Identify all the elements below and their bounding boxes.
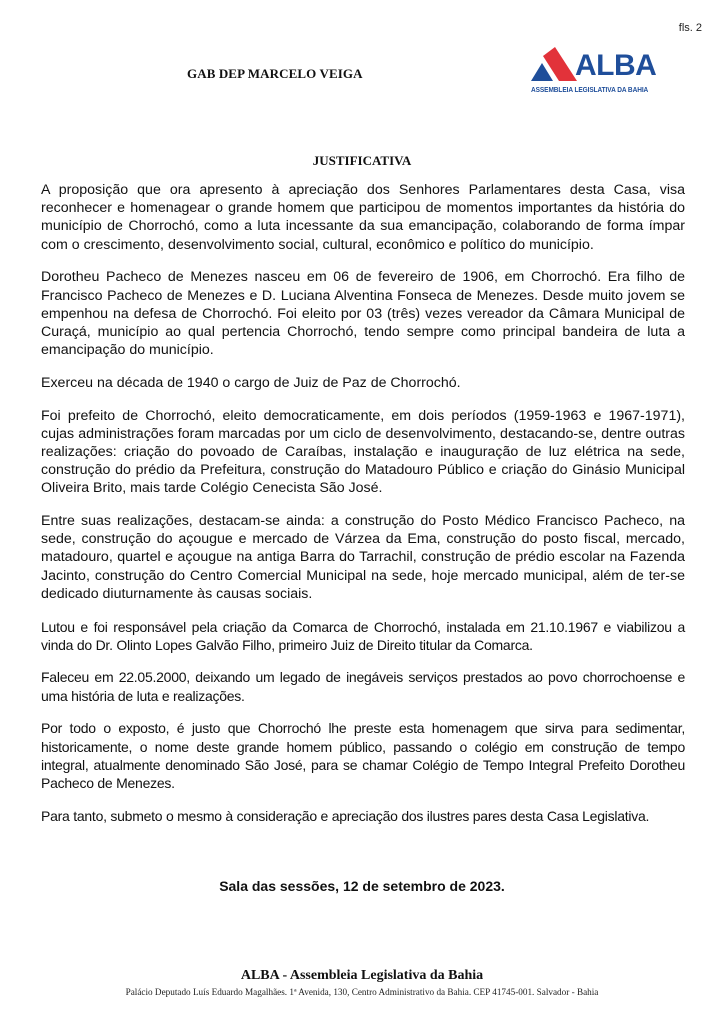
paragraph: Exerceu na década de 1940 o cargo de Juiz de Paz de Chorrochó. [41, 374, 461, 391]
alba-triangles-icon [531, 45, 577, 83]
paragraph: Dorotheu Pacheco de Menezes nasceu em 06 de fevereiro de 1906, em Chorrochó. Era filho de Francisco Pacheco de Menezes e D. Luciana Alventina Fonseca de Menezes. Desde muito jovem se empenhou na defesa de Chorrochó. Foi eleito por 03 (três) vezes vereador da Câmara Municipal de Curaçá, município ao qual pertencia Chorrochó, tendo sempre como principal bandeira de luta a emancipação do município. [41, 269, 685, 359]
page-number: fls. 2 [678, 22, 702, 34]
logo-wordmark: ALBA [575, 49, 657, 82]
document-title [0, 153, 724, 169]
paragraph: Faleceu em 22.05.2000, deixando um legado de inegáveis serviços prestados ao povo chorrochoense e uma história de luta e realizações. [41, 669, 685, 704]
paragraph: Entre suas realizações, destacam-se ainda: a construção do Posto Médico Francisco Pacheco, na sede, construção do açougue e mercado de Várzea da Ema, construção do posto fiscal, mercado, matadouro, quartel e açougue na antiga Barra do Tarrachil, construção de prédio escolar na Fazenda Jacinto, construção do Centro Comercial Municipal na sede, hoje mercado municipal, além de ter-se dedicado diuturnamente às causas sociais. [41, 513, 685, 602]
office-name: GAB DEP MARCELO VEIGA [187, 66, 363, 81]
footer-title: ALBA - Assembleia Legislativa da Bahia [240, 968, 484, 983]
document-title-text: JUSTIFICATIVA [312, 153, 412, 168]
closing-line: Sala das sessões, 12 de setembro de 2023. [219, 878, 505, 894]
alba-logo [531, 45, 656, 105]
paragraph: Foi prefeito de Chorrochó, eleito democraticamente, em dois períodos (1959-1963 e 1967-1971), cujas administrações foram marcadas por um ciclo de desenvolvimento, destacando-se, dentre outras realizações: criação do povoado de Caraíbas, instalação e inauguração de luz elétrica na sede, construção do prédio da Prefeitura, construção do Matadouro Público e criação do Ginásio Municipal Oliveira Brito, mais tarde Colégio Cenecista São José. [41, 407, 685, 497]
paragraph: Lutou e foi responsável pela criação da Comarca de Chorrochó, instalada em 21.10.1967 e viabilizou a vinda do Dr. Olinto Lopes Galvão Filho, primeiro Juiz de Direito titular da Comarca. [41, 618, 685, 653]
footer-address: Palácio Deputado Luís Eduardo Magalhães. 1ª Avenida, 130, Centro Administrativo da Bahia. CEP 41745-001. Salvador - Bahia [125, 987, 599, 997]
paragraph: Por todo o exposto, é justo que Chorrochó lhe preste esta homenagem que sirva para sedimentar, historicamente, o nome deste grande homem público, passando o colégio em construção de tempo integral, atualmente denominado São José, para se chamar Colégio de Tempo Integral Prefeito Dorotheu Pacheco de Menezes. [41, 720, 685, 791]
paragraph: Para tanto, submeto o mesmo à consideração e apreciação dos ilustres pares desta Casa Legislativa. [41, 807, 650, 824]
logo-subtitle: ASSEMBLEIA LEGISLATIVA DA BAHIA [531, 85, 649, 94]
paragraph: A proposição que ora apresento à apreciação dos Senhores Parlamentares desta Casa, visa reconhecer e homenagear o grande homem que participou de momentos importantes da história do município de Chorrochó, como a luta incessante da sua emancipação, colaborando de forma ímpar com o crescimento, desenvolvimento social, cultural, econômico e político do município. [41, 182, 685, 253]
document-body [41, 181, 685, 839]
